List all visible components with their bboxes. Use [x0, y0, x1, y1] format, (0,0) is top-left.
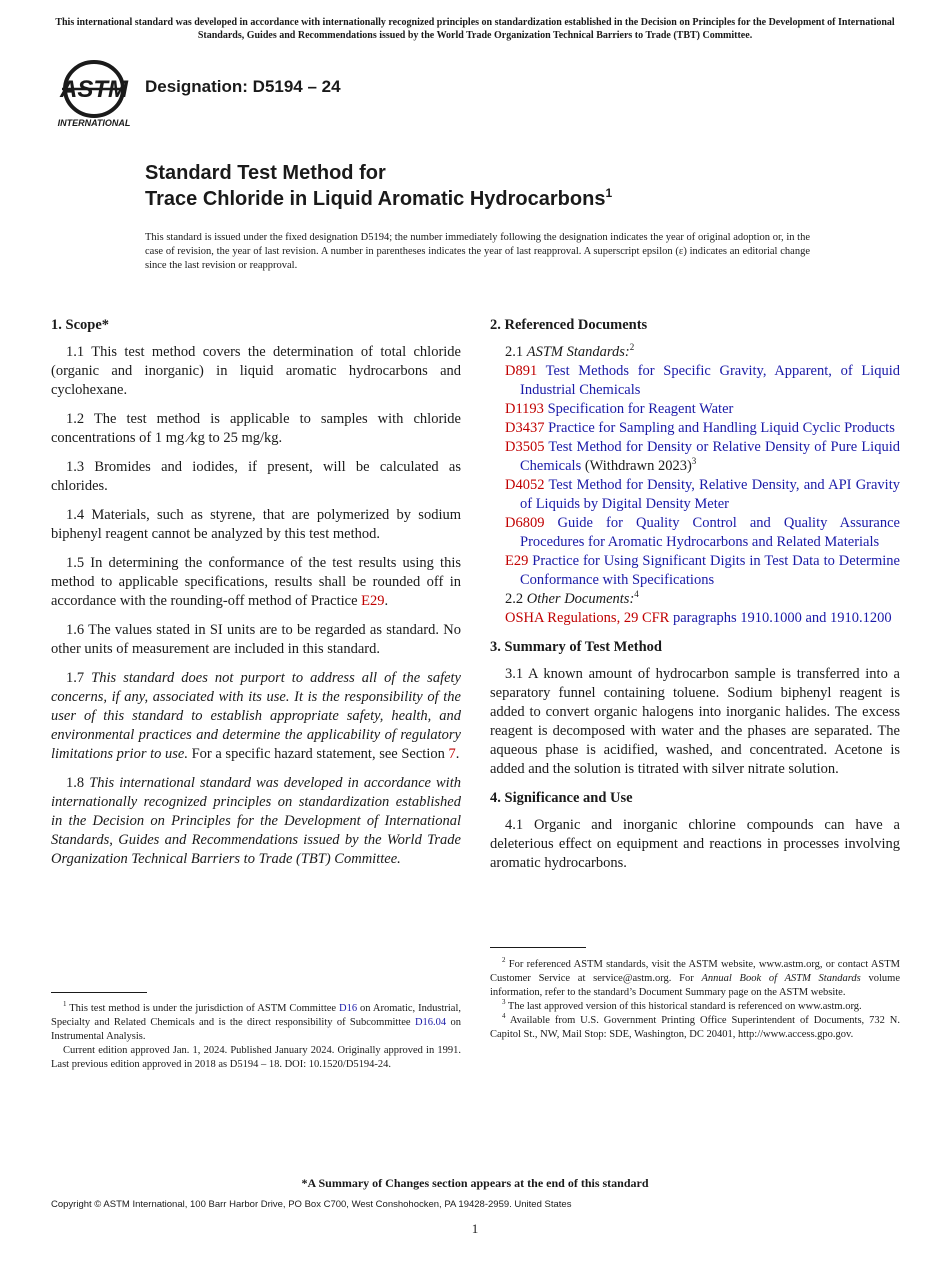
footnote-4: $^4$ Available from U.S. Government Printing Office Superintendent of Documents, 732 N. Capitol St., NW, Mail Stop: SDE, Washington, DC 20401, http://www.access.gpo.gov. [490, 1012, 900, 1040]
page-number: 1 [471, 1221, 479, 1236]
title-line-2: Trace Chloride in Liquid Aromatic Hydrocarbons$^1$ [145, 186, 613, 210]
document-title [145, 160, 865, 212]
copyright: Copyright © ASTM International, 100 Barr Harbor Drive, PO Box C700, West Conshohocken, PA 19428-2959. United States [51, 1199, 572, 1210]
paragraph-1-7: 1.7 This standard does not purport to address all of the safety concerns, if any, associated with its use. It is the responsibility of the user of this standard to establish appropriate safety, health, and environmental practices and determine the applicability of regulatory limitations prior to use. For a specific hazard statement, see Section 7. [51, 670, 461, 762]
astm-logo-icon [54, 60, 134, 118]
logo-letters: ASTM [60, 76, 128, 103]
other-documents-label: 2.2 Other Documents:$^4$ [505, 589, 639, 607]
section-heading-scope: 1. Scope* [51, 317, 109, 333]
title-line-1: Standard Test Method for [145, 162, 386, 184]
summary-of-changes-note: *A Summary of Changes section appears at the end of this standard [301, 1176, 649, 1190]
footnote-1: $^1$ This test method is under the jurisdiction of ASTM Committee D16 on Aromatic, Industrial, Specialty and Related Chemicals and is the direct responsibility of Subcommittee D16.04 on Instrumental Analysis. Current edition approved Jan. 1, 2024. Published January 2024. Originally approved in 1991. Last previous edition approved in 2018 as D5194 – 18. DOI: 10.1520/D5194-24. [51, 1000, 462, 1070]
reference-item[interactable]: D4052 Test Method for Density, Relative Density, and API Gravity of Liquids by Digital Density Meter [505, 477, 900, 512]
reference-item[interactable]: E29 Practice for Using Significant Digits in Test Data to Determine Conformance with Specifications [505, 553, 900, 588]
logo-caption: INTERNATIONAL [57, 118, 131, 128]
reference-item[interactable]: D6809 Guide for Quality Control and Quality Assurance Procedures for Aromatic Hydrocarbons and Related Materials [505, 515, 900, 550]
paragraph-1-6: 1.6 The values stated in SI units are to be regarded as standard. No other units of measurement are included in this standard. [51, 622, 461, 657]
reference-item[interactable]: D1193 Specification for Reagent Water [505, 401, 734, 417]
paragraph-4-1: 4.1 Organic and inorganic chlorine compounds can have a deleterious effect on equipment and reactions in processes involving aromatic hydrocarbons. [490, 817, 900, 871]
footnotes-right [490, 958, 900, 1042]
paragraph-1-8: 1.8 This international standard was developed in accordance with internationally recognized principles on standardization established in the Decision on Principles for the Development of International Standards, Guides and Recommendations issued by the World Trade Organization Technical Barriers to Trade (TBT) Committee. [51, 775, 461, 867]
designation: Designation: D5194 – 24 [145, 77, 341, 96]
top-note: This international standard was developed in accordance with internationally recognized principles on standardization established in the Decision on Principles for the Development of International Standards, Guides and Recommendations issued by the World Trade Organization Technical Barriers to Trade (TBT) Committee. [55, 17, 895, 41]
link-d16-04[interactable]: D16.04 [414, 1017, 447, 1028]
footnote-1-edition: Current edition approved Jan. 1, 2024. Published January 2024. Originally approved in 1991. Last previous edition approved in 2018 as D5194 – 18. DOI: 10.1520/D5194-24. [51, 1045, 461, 1070]
left-column [51, 316, 461, 879]
title-footnote-mark[interactable]: 1 [605, 186, 613, 200]
link-section-7[interactable]: 7 [448, 746, 456, 762]
paragraph-3-1: 3.1 A known amount of hydrocarbon sample is transferred into a separatory funnel containing toluene. Sodium biphenyl reagent is added to convert organic halogens into inorganic halides. The excess reagent is decomposed with water and the phases are separated. The aqueous phase is acidified, washed, and concentrated. Acetone is added and the solution is titrated with silver nitrate solution. [490, 666, 900, 777]
link-e29[interactable]: E29 [361, 593, 385, 609]
right-column [490, 316, 900, 883]
footnote-3: $^3$ The last approved version of this historical standard is referenced on www.astm.org. [502, 998, 862, 1012]
astm-standards-label: 2.1 ASTM Standards:$^2$ [505, 342, 635, 360]
paragraph-1-5: 1.5 In determining the conformance of the test results using this method to applicable specifications, results shall be rounded off in accordance with the rounding-off method of Practice E29. [51, 555, 461, 609]
paragraph-1-3: 1.3 Bromides and iodides, if present, will be calculated as chlorides. [51, 459, 461, 494]
footnote-rule-left [51, 992, 147, 993]
section-heading-summary: 3. Summary of Test Method [490, 639, 662, 655]
footnote-rule-right [490, 947, 586, 948]
astm-logo [54, 60, 134, 132]
reference-item-osha[interactable]: OSHA Regulations, 29 CFR paragraphs 1910.1000 and 1910.1200 [505, 610, 892, 626]
reference-item[interactable]: D3437 Practice for Sampling and Handling Liquid Cyclic Products [505, 420, 895, 436]
link-d16[interactable]: D16 [339, 1003, 358, 1014]
reference-item[interactable]: D891 Test Methods for Specific Gravity, Apparent, of Liquid Industrial Chemicals [505, 363, 900, 398]
paragraph-1-2: 1.2 The test method is applicable to samples with chloride concentrations of 1 mg ⁄kg to 25 mg/kg. [51, 411, 461, 446]
paragraph-1-1: 1.1 This test method covers the determination of total chloride (organic and inorganic) in liquid aromatic hydrocarbons and cyclohexane. [51, 344, 461, 398]
reference-item[interactable]: D3505 Test Method for Density or Relative Density of Pure Liquid Chemicals (Withdrawn 2023)$^3$ [505, 439, 900, 474]
paragraph-1-4: 1.4 Materials, such as styrene, that are polymerized by sodium biphenyl reagent cannot be analyzed by this test method. [51, 507, 461, 542]
issue-note: This standard is issued under the fixed designation D5194; the number immediately following the designation indicates the year of original adoption or, in the case of revision, the year of last revision. A number in parentheses indicates the year of last reapproval. A superscript epsilon (ε) indicates an editorial change since the last revision or reapproval. [145, 232, 810, 271]
section-heading-referenced-documents: 2. Referenced Documents [490, 317, 648, 333]
section-heading-significance: 4. Significance and Use [490, 790, 633, 806]
footnote-2: $^2$ For referenced ASTM standards, visit the ASTM website, www.astm.org, or contact ASTM Customer Service at service@astm.org. For Annual Book of ASTM Standards volume information, refer to the standard’s Document Summary page on the ASTM website. [490, 956, 900, 998]
